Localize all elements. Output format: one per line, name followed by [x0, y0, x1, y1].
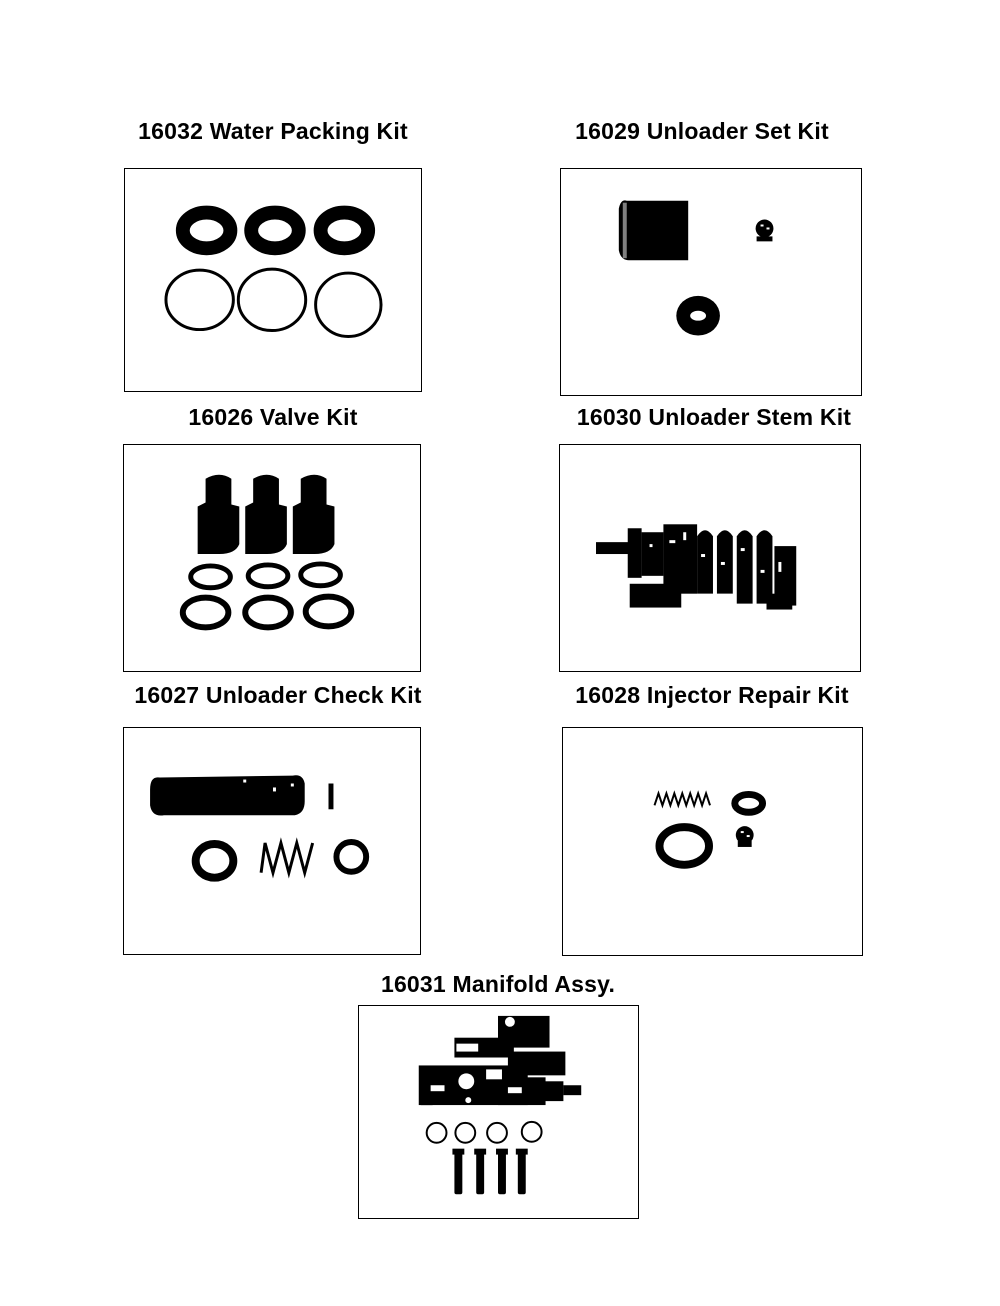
kit-title-16032: 16032 Water Packing Kit [138, 118, 408, 144]
kit-title-16026: 16026 Valve Kit [188, 404, 358, 430]
kit-image-16027 [123, 727, 421, 955]
kit-title-16027: 16027 Unloader Check Kit [134, 682, 422, 708]
injector-parts-illustration [563, 728, 862, 955]
kit-image-16028 [562, 727, 863, 956]
kit-title-16029: 16029 Unloader Set Kit [575, 118, 829, 144]
unloader-stem-illustration [560, 445, 860, 671]
kit-title-16031: 16031 Manifold Assy. [380, 971, 616, 997]
packing-rings-illustration [125, 169, 421, 391]
kit-title-16030: 16030 Unloader Stem Kit [576, 404, 852, 430]
kit-title-16028: 16028 Injector Repair Kit [575, 682, 849, 708]
kit-image-16032 [124, 168, 422, 392]
kit-image-16030 [559, 444, 861, 672]
kit-image-16026 [123, 444, 421, 672]
kit-image-16031 [358, 1005, 639, 1219]
manifold-assembly-illustration [359, 1006, 638, 1218]
unloader-set-parts-illustration [561, 169, 861, 395]
check-parts-illustration [124, 728, 420, 954]
valves-and-o-rings-illustration [124, 445, 420, 671]
kit-image-16029 [560, 168, 862, 396]
